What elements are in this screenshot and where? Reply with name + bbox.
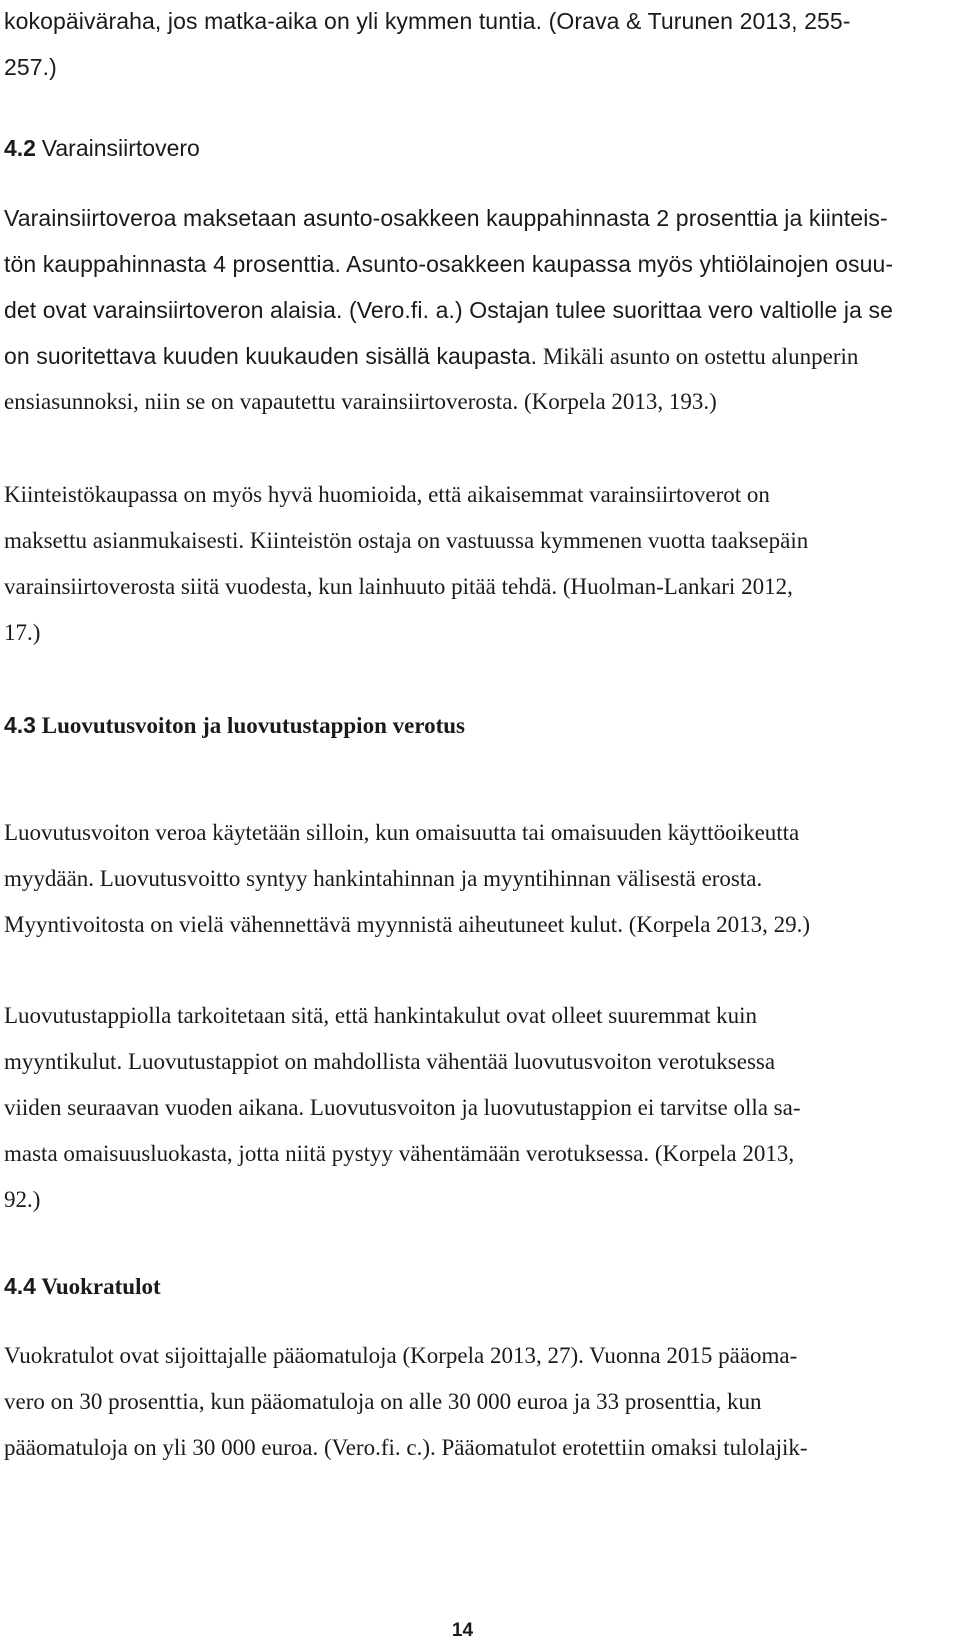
section-number: 4.4 [4, 1273, 36, 1299]
paragraph-line: 17.) [4, 620, 41, 645]
section-title: Luovutusvoiton ja luovutustappion verotus [41, 713, 466, 738]
paragraph-line: masta omaisuusluokasta, jotta niitä pystyy vähentämään verotuksessa. (Korpela 2013, [4, 1141, 795, 1166]
paragraph-line: Myyntivoitosta on vielä vähennettävä myynnistä aiheutuneet kulut. (Korpela 2013, 29.) [4, 912, 811, 937]
paragraph-line: tön kauppahinnasta 4 prosenttia. Asunto-osakkeen kaupassa myös yhtiölainojen osuu- [4, 251, 894, 277]
paragraph-line: myydään. Luovutusvoitto syntyy hankintahinnan ja myyntihinnan välisestä erosta. [4, 866, 763, 891]
paragraph-line: 92.) [4, 1187, 41, 1212]
page-number: 14 [451, 1620, 474, 1641]
paragraph-line: myyntikulut. Luovutustappiot on mahdollista vähentää luovutusvoiton verotuksessa [4, 1049, 776, 1074]
paragraph-line [4, 295, 893, 326]
paragraph-fragment: on suoritettava kuuden kuukauden sisällä kaupasta. [4, 343, 538, 369]
paragraph-line: Varainsiirtoveroa maksetaan asunto-osakkeen kauppahinnasta 2 prosenttia ja kiinteis- [4, 205, 888, 231]
paragraph-fragment: Mikäli asunto on ostettu alunperin [537, 344, 859, 369]
section-heading-4-4 [4, 1271, 161, 1302]
paragraph-line: Vuokratulot ovat sijoittajalle pääomatuloja (Korpela 2013, 27). Vuonna 2015 pääoma- [4, 1343, 798, 1368]
paragraph-line: ensiasunnoksi, niin se on vapautettu varainsiirtoverosta. (Korpela 2013, 193.) [4, 389, 717, 414]
section-title: Vuokratulot [41, 1274, 161, 1299]
paragraph-fragment: det ovat varainsiirtoveron alaisia. (Vero.fi. a.) [4, 297, 463, 323]
section-number: 4.2 [4, 135, 36, 161]
paragraph-line: Kiinteistökaupassa on myös hyvä huomioida, että aikaisemmat varainsiirtoverot on [4, 482, 770, 507]
paragraph-line [4, 341, 858, 372]
section-number: 4.3 [4, 712, 36, 738]
paragraph-line: viiden seuraavan vuoden aikana. Luovutusvoiton ja luovutustappion ei tarvitse olla sa- [4, 1095, 801, 1120]
paragraph-line: vero on 30 prosenttia, kun pääomatuloja on alle 30 000 euroa ja 33 prosenttia, kun [4, 1389, 762, 1414]
paragraph-line: pääomatuloja on yli 30 000 euroa. (Vero.fi. c.). Pääomatulot erotettiin omaksi tulolajik- [4, 1435, 808, 1460]
section-title: Varainsiirtovero [41, 135, 200, 161]
paragraph-line: varainsiirtoverosta siitä vuodesta, kun lainhuuto pitää tehdä. (Huolman-Lankari 2012, [4, 574, 793, 599]
paragraph-line: maksettu asianmukaisesti. Kiinteistön ostaja on vastuussa kymmenen vuotta taaksepäin [4, 528, 809, 553]
paragraph-line: Luovutustappiolla tarkoitetaan sitä, että hankintakulut ovat olleet suuremmat kuin [4, 1003, 758, 1028]
paragraph-fragment: Ostajan tulee suorittaa vero valtiolle ja se [462, 297, 893, 323]
paragraph-line: kokopäiväraha, jos matka-aika on yli kymmen tuntia. (Orava & Turunen 2013, 255- [4, 8, 851, 34]
paragraph-line: Luovutusvoiton veroa käytetään silloin, kun omaisuutta tai omaisuuden käyttöoikeutta [4, 820, 800, 845]
paragraph-line: 257.) [4, 54, 57, 80]
section-heading-4-3 [4, 710, 465, 741]
section-heading-4-2 [4, 133, 200, 164]
